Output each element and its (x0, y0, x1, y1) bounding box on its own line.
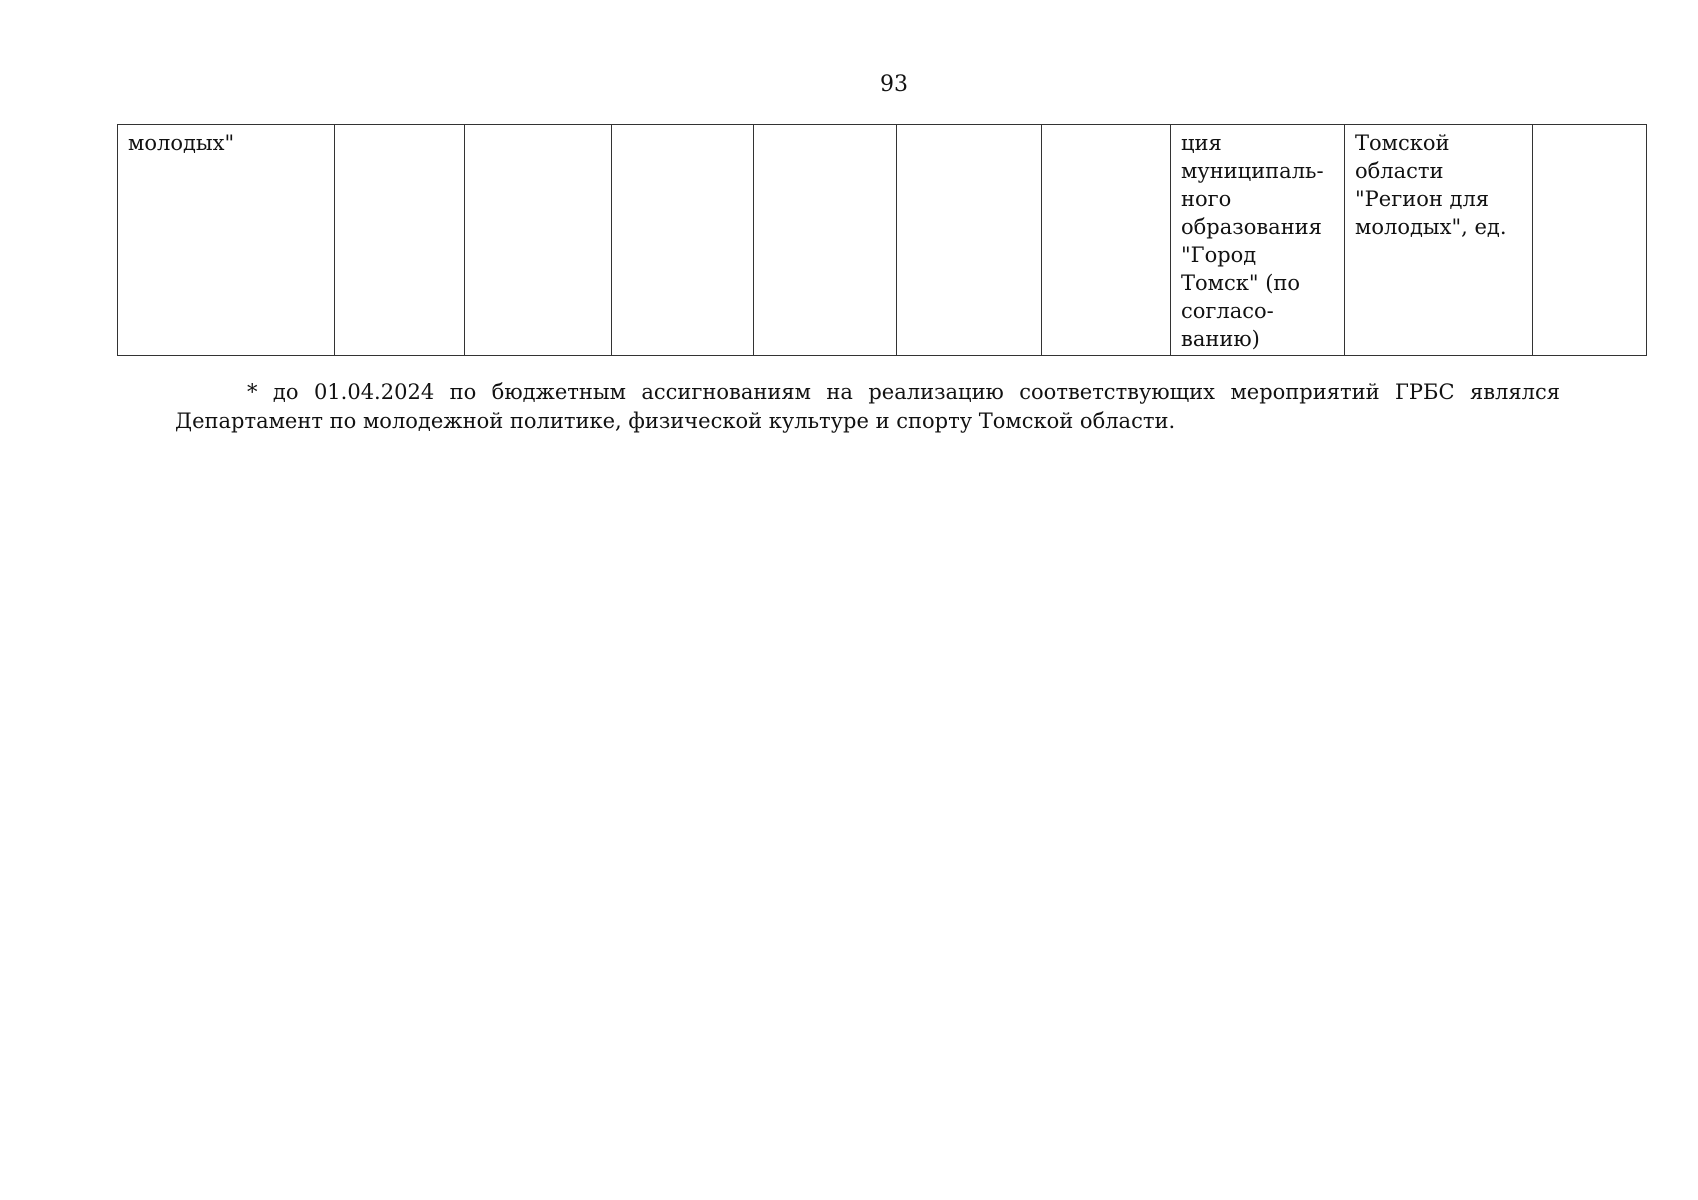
table-row (118, 125, 1647, 356)
table-cell (754, 125, 897, 356)
table-cell-indicator: Томской области "Регион для молодых", ед. (1345, 125, 1533, 356)
table-cell (1042, 125, 1171, 356)
page-number: 93 (880, 72, 908, 97)
table-cell-event-name: молодых" (118, 125, 335, 356)
table-cell-executor: ция муниципаль- ного образования "Город Томск" (по согласо- ванию) (1171, 125, 1345, 356)
table-cell (897, 125, 1042, 356)
table-cell (465, 125, 612, 356)
table-cell (612, 125, 754, 356)
continuation-table (117, 124, 1647, 356)
footnote: * до 01.04.2024 по бюджетным ассигнованиям на реализацию соответствующих мероприятий ГРБС являлся Департамент по молодежной политике, физической культуре и спорту Томской области. (175, 380, 1560, 433)
table-cell (1533, 125, 1647, 356)
table-cell (335, 125, 465, 356)
